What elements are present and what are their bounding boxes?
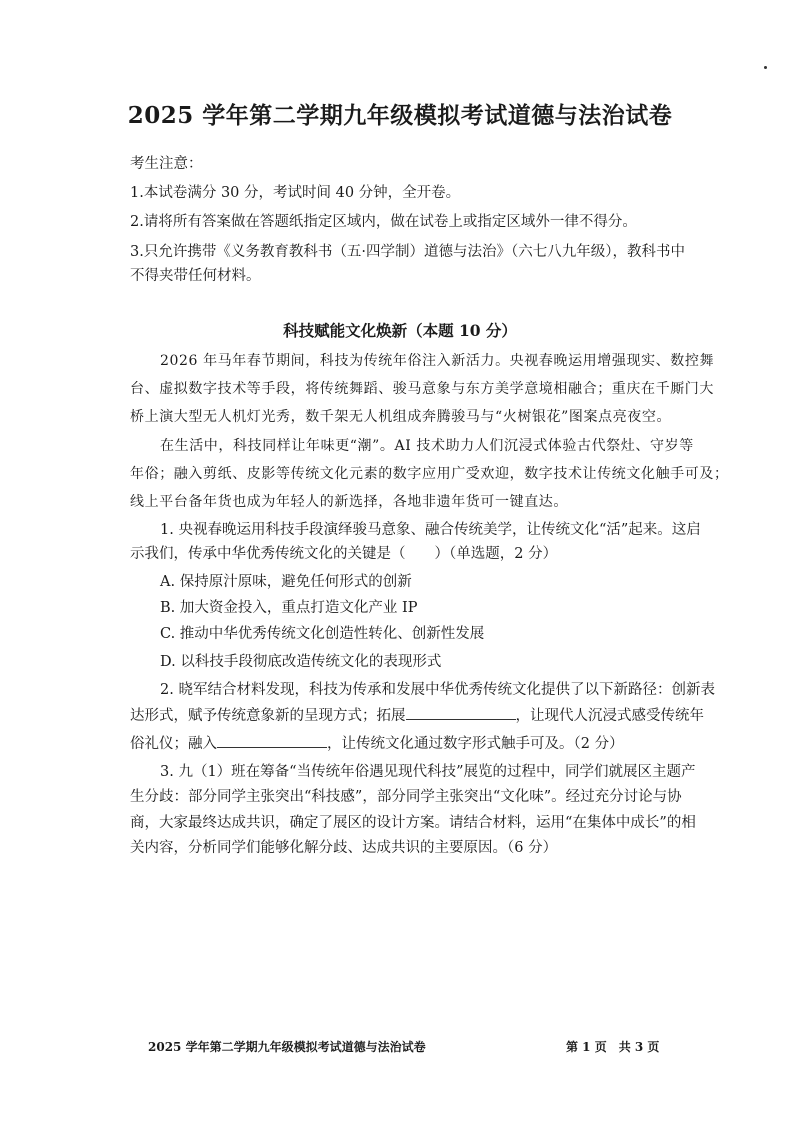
q2-line-2 bbox=[130, 704, 704, 725]
q2-text: ，让现代人沉浸式感受传统年 bbox=[515, 708, 704, 724]
notice-line-3: 3.只允许携带《义务教育教科书（五·四学制）道德与法治》（六七八九年级），教科书中 bbox=[130, 244, 685, 260]
q2-text: 达形式，赋予传统意象新的呈现方式；拓展 bbox=[130, 708, 406, 724]
q3-stem-cont: 商，大家最终达成共识，确定了展区的设计方案。请结合材料，运用“在集体中成长”的相 bbox=[130, 815, 696, 831]
q1-option-c: C. 推动中华优秀传统文化创造性转化、创新性发展 bbox=[160, 626, 485, 642]
q3-stem: 3. 九（1）班在筹备“当传统年俗遇见现代科技”展览的过程中，同学们就展区主题产 bbox=[160, 764, 696, 780]
q1-option-a: A. 保持原汁原味，避免任何形式的创新 bbox=[160, 574, 412, 590]
notice-line-3-cont: 不得夹带任何材料。 bbox=[130, 268, 261, 284]
material-line: 在生活中，科技同样让年味更“潮”。AI 技术助力人们沉浸式体验古代祭灶、守岁等 bbox=[160, 438, 694, 454]
q3-stem-cont: 生分歧：部分同学主张突出“科技感”，部分同学主张突出“文化味”。经过充分讨论与协 bbox=[130, 789, 682, 805]
notice-line-2: 2.请将所有答案做在答题纸指定区域内，做在试卷上或指定区域外一律不得分。 bbox=[130, 214, 637, 230]
footer-title: 2025 学年第二学期九年级模拟考试道德与法治试卷 bbox=[148, 1040, 426, 1054]
material-line: 台、虚拟数字技术等手段，将传统舞蹈、骏马意象与东方美学意境相融合；重庆在千厮门大 bbox=[130, 381, 714, 397]
q1-option-d: D. 以科技手段彻底改造传统文化的表现形式 bbox=[160, 654, 442, 670]
q1-stem-cont: 示我们，传承中华优秀传统文化的关键是（ ）（单选题，2 分） bbox=[130, 546, 558, 562]
answer-blank-1[interactable] bbox=[406, 705, 516, 720]
scan-speck bbox=[764, 66, 767, 69]
material-line: 年俗；融入剪纸、皮影等传统文化元素的数字应用广受欢迎，数字技术让传统文化触手可及； bbox=[130, 466, 729, 482]
q2-line-3 bbox=[130, 732, 624, 753]
page-title: 2025 学年第二学期九年级模拟考试道德与法治试卷 bbox=[127, 102, 673, 129]
section-title: 科技赋能文化焕新（本题 10 分） bbox=[283, 321, 517, 340]
material-line: 2026 年马年春节期间，科技为传统年俗注入新活力。央视春晚运用增强现实、数控舞 bbox=[160, 353, 715, 369]
answer-blank-2[interactable] bbox=[217, 733, 327, 748]
q1-stem: 1. 央视春晚运用科技手段演绎骏马意象、融合传统美学，让传统文化“活”起来。这启 bbox=[160, 522, 701, 538]
q2-text: ，让传统文化通过数字形式触手可及。（2 分） bbox=[327, 736, 624, 752]
page-number: 第 1 页 共 3 页 bbox=[566, 1040, 660, 1054]
material-line: 桥上演大型无人机灯光秀，数千架无人机组成奔腾骏马与“火树银花”图案点亮夜空。 bbox=[130, 409, 672, 425]
q2-stem: 2. 晓军结合材料发现，科技为传承和发展中华优秀传统文化提供了以下新路径：创新表 bbox=[160, 682, 715, 698]
material-line: 线上平台备年货也成为年轻人的新选择，各地非遗年货可一键直达。 bbox=[130, 494, 568, 510]
q1-option-b: B. 加大资金投入，重点打造文化产业 IP bbox=[160, 600, 418, 616]
q3-stem-cont: 关内容，分析同学们能够化解分歧、达成共识的主要原因。（6 分） bbox=[130, 840, 558, 856]
q2-text: 俗礼仪；融入 bbox=[130, 736, 217, 752]
notice-line-1: 1.本试卷满分 30 分，考试时间 40 分钟，全开卷。 bbox=[130, 185, 461, 201]
notice-heading: 考生注意： bbox=[130, 156, 203, 172]
